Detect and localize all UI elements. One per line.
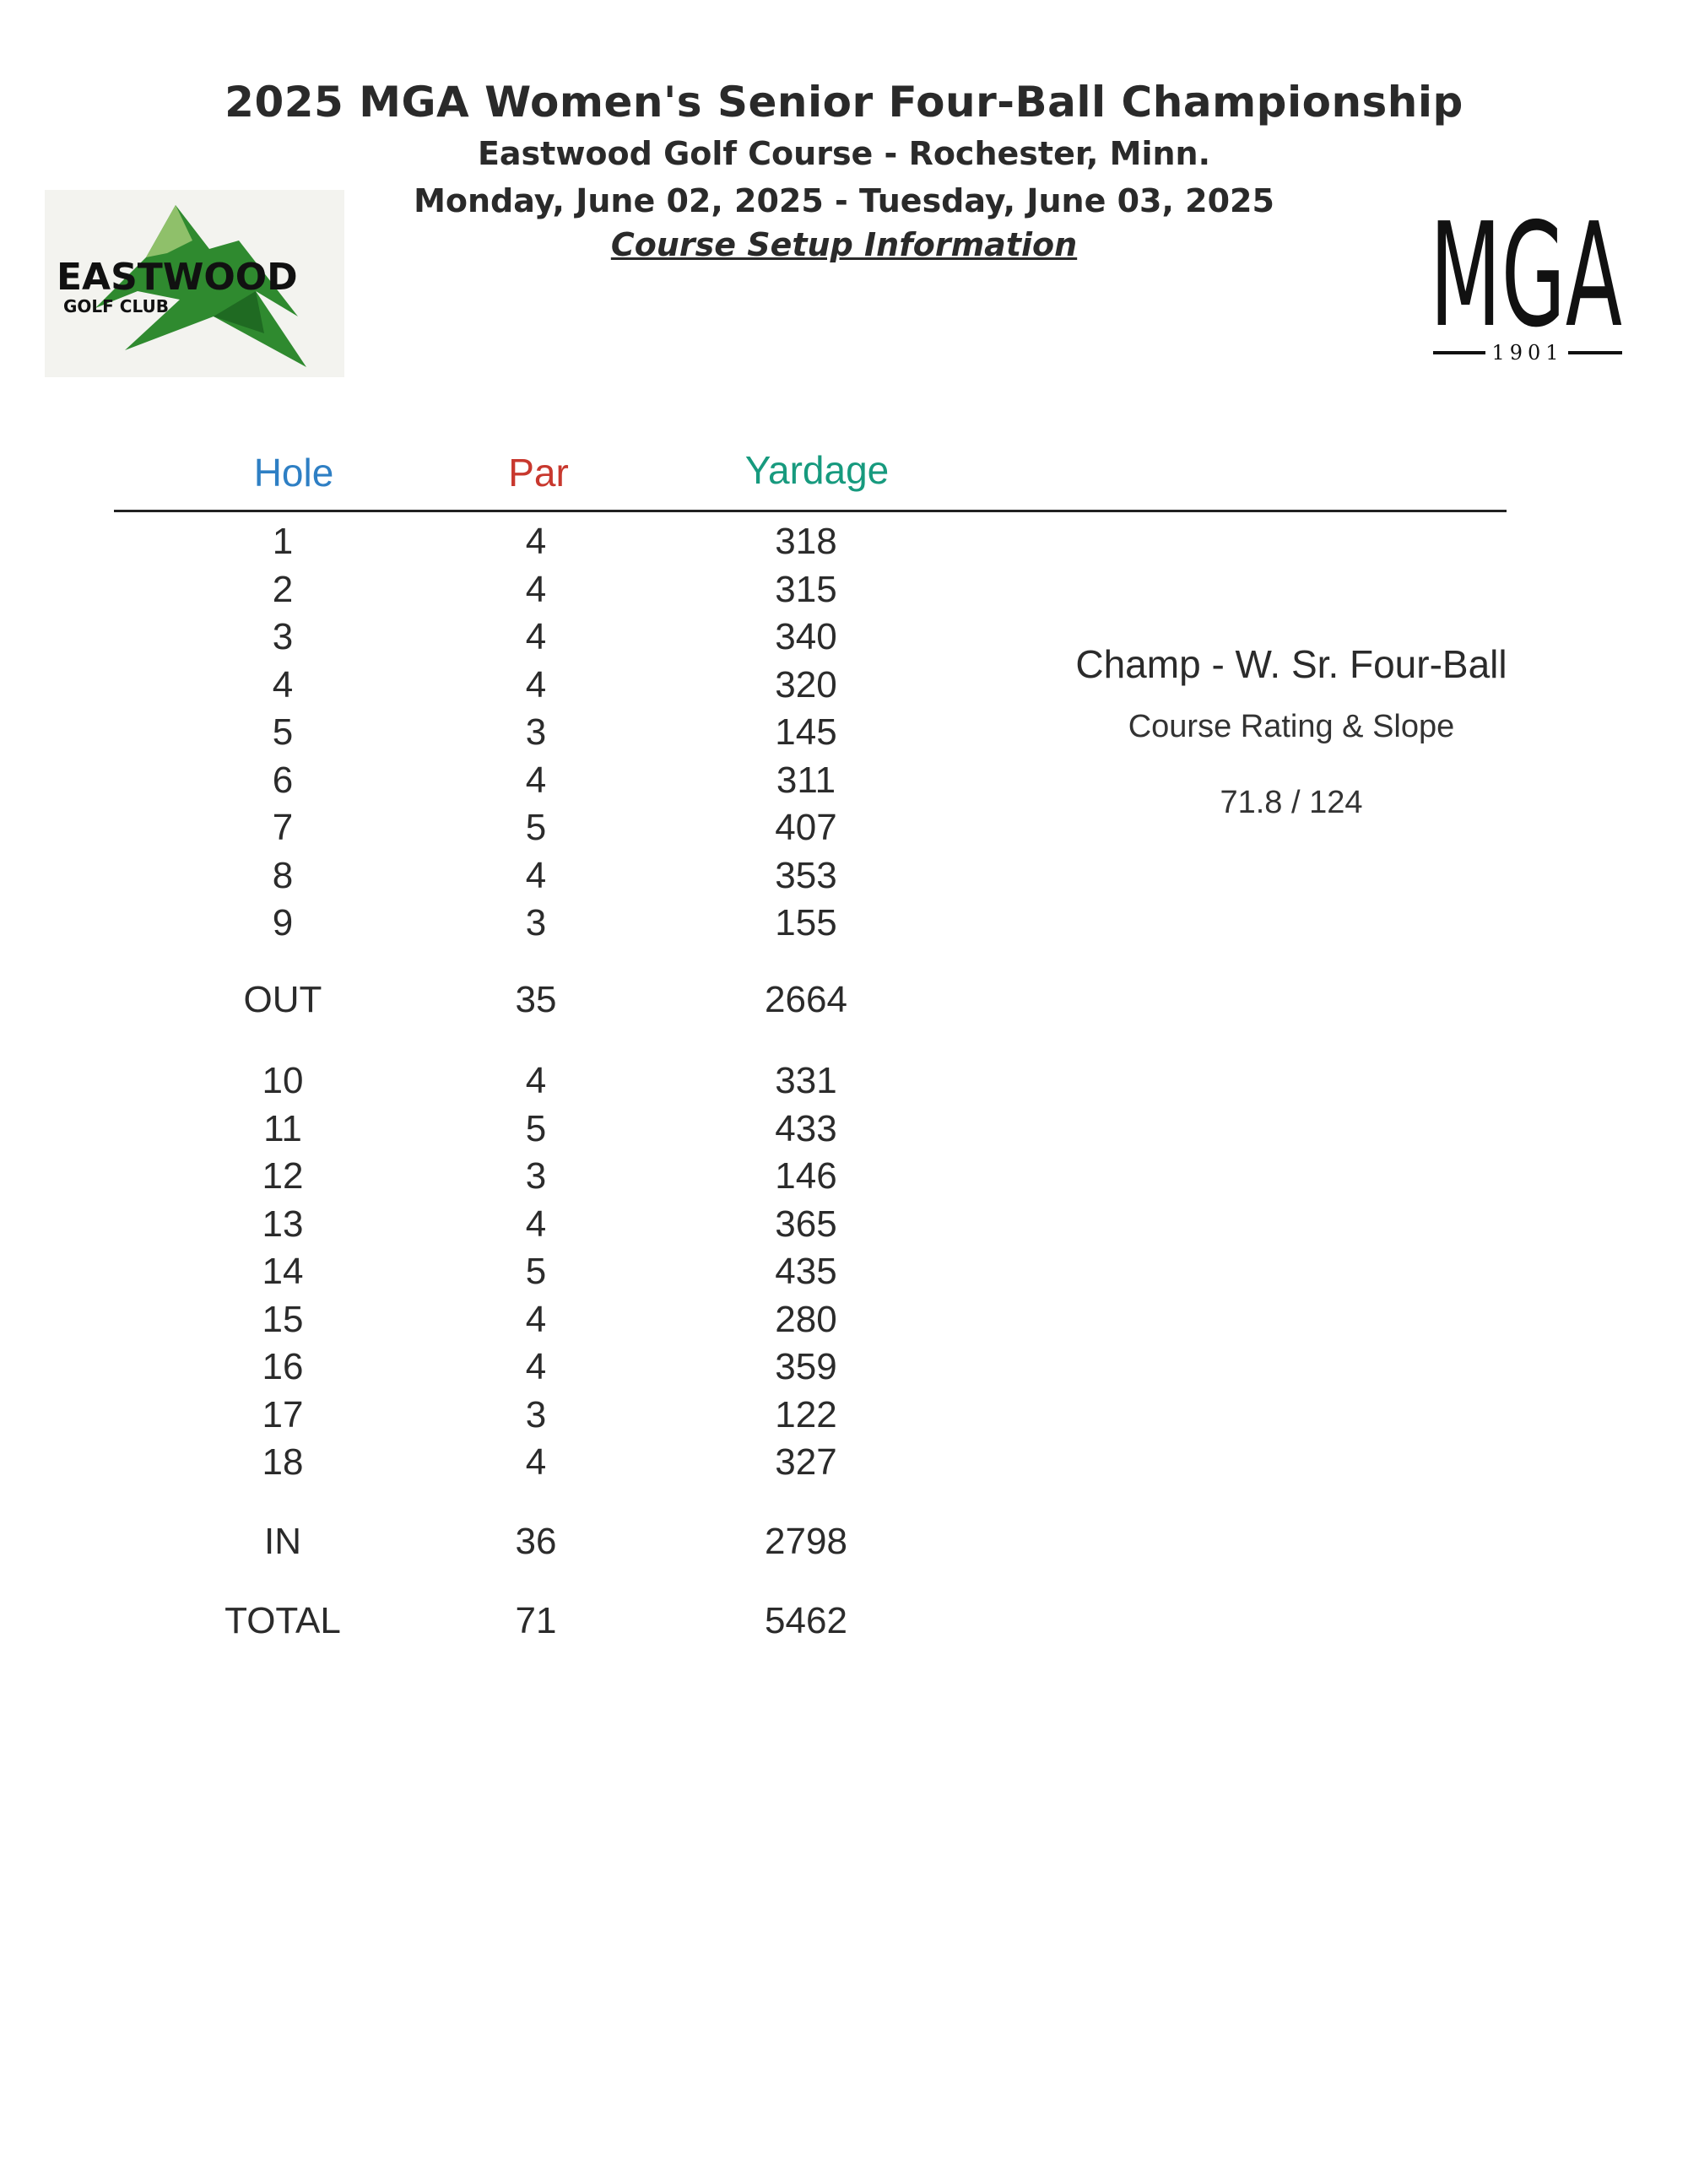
yardage-cell: 365 [775, 1203, 837, 1245]
par-cell: 3 [525, 711, 547, 753]
setup-heading: Course Setup Information [610, 226, 1078, 263]
par-cell: 5 [525, 807, 547, 848]
par-cell: 4 [525, 1441, 547, 1483]
event-dates: Monday, June 02, 2025 - Tuesday, June 03, 2025 [414, 182, 1274, 219]
par-cell: 4 [525, 854, 547, 896]
par-cell: 71 [515, 1600, 557, 1641]
hole-cell: 13 [262, 1203, 304, 1245]
par-cell: 3 [525, 1393, 547, 1435]
par-cell: 4 [525, 616, 547, 657]
column-header-hole: Hole [253, 451, 334, 495]
yardage-cell: 122 [775, 1393, 837, 1435]
mga-logo-text: MGA [1430, 194, 1622, 359]
eastwood-logo-subtext: GOLF CLUB [63, 296, 169, 316]
column-header-par: Par [508, 451, 569, 495]
par-cell: 4 [525, 759, 547, 801]
yardage-cell: 359 [775, 1346, 837, 1387]
hole-cell: OUT [243, 979, 322, 1020]
yardage-cell: 146 [775, 1155, 837, 1197]
hole-cell: TOTAL [225, 1600, 341, 1641]
hole-cell: 15 [262, 1298, 304, 1340]
par-cell: 4 [525, 663, 547, 705]
yardage-cell: 5462 [765, 1600, 847, 1641]
yardage-cell: 2798 [765, 1521, 847, 1562]
eastwood-logo-text: EASTWOOD [57, 256, 298, 299]
par-cell: 4 [525, 1298, 547, 1340]
hole-cell: 14 [262, 1251, 304, 1292]
yardage-cell: 340 [775, 616, 837, 657]
hole-cell: 8 [272, 854, 294, 896]
par-cell: 4 [525, 521, 547, 562]
yardage-cell: 318 [775, 521, 837, 562]
hole-cell: 7 [272, 807, 294, 848]
yardage-cell: 155 [775, 902, 837, 943]
eastwood-logo [45, 190, 344, 377]
yardage-cell: 320 [775, 663, 837, 705]
header-divider [114, 510, 1507, 512]
hole-cell: 2 [272, 568, 294, 610]
yardage-cell: 145 [775, 711, 837, 753]
hole-cell: 1 [272, 521, 294, 562]
hole-cell: 3 [272, 616, 294, 657]
column-header-yardage: Yardage [744, 448, 890, 492]
hole-cell: 9 [272, 902, 294, 943]
hole-cell: 11 [263, 1107, 302, 1149]
par-cell: 4 [525, 1346, 547, 1387]
par-cell: 5 [525, 1251, 547, 1292]
yardage-cell: 433 [775, 1107, 837, 1149]
par-cell: 3 [525, 1155, 547, 1197]
yardage-cell: 353 [775, 854, 837, 896]
hole-cell: 4 [272, 663, 294, 705]
par-cell: 3 [525, 902, 547, 943]
venue-subtitle: Eastwood Golf Course - Rochester, Minn. [477, 135, 1211, 172]
rating-value: 71.8 / 124 [1220, 785, 1363, 820]
hole-cell: 6 [272, 759, 294, 801]
page-title: 2025 MGA Women's Senior Four-Ball Championship [225, 78, 1463, 127]
par-cell: 36 [515, 1521, 557, 1562]
tee-name: Champ - W. Sr. Four-Ball [1075, 642, 1507, 686]
hole-cell: 16 [262, 1346, 304, 1387]
par-cell: 35 [515, 979, 557, 1020]
hole-cell: IN [264, 1521, 301, 1562]
par-cell: 5 [525, 1107, 547, 1149]
yardage-cell: 311 [776, 759, 836, 801]
mga-logo-year: 1901 [1491, 341, 1564, 363]
hole-cell: 17 [262, 1393, 304, 1435]
rating-label: Course Rating & Slope [1128, 709, 1455, 744]
yardage-cell: 331 [775, 1060, 837, 1101]
yardage-cell: 407 [775, 807, 837, 848]
par-cell: 4 [525, 1203, 547, 1245]
hole-cell: 12 [262, 1155, 304, 1197]
hole-cell: 10 [262, 1060, 304, 1101]
hole-cell: 18 [262, 1441, 304, 1483]
par-cell: 4 [525, 568, 547, 610]
yardage-cell: 435 [775, 1251, 837, 1292]
yardage-cell: 315 [775, 568, 837, 610]
par-cell: 4 [525, 1060, 547, 1101]
yardage-cell: 327 [775, 1441, 837, 1483]
hole-cell: 5 [272, 711, 294, 753]
yardage-cell: 280 [775, 1298, 837, 1340]
mga-logo [1426, 194, 1629, 363]
yardage-cell: 2664 [765, 979, 847, 1020]
